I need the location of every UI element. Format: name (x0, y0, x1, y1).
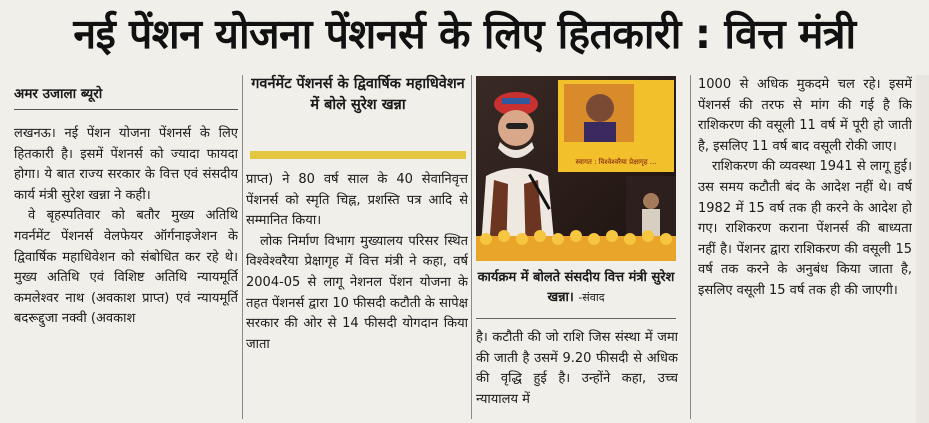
article-column-4 (698, 75, 912, 419)
caption-credit: -संवाद (578, 291, 605, 304)
column-2-paragraph-1: प्राप्त) ने 80 वर्ष साल के 40 सेवानिवृत्त पेंशनर्स को स्मृति चिह्न, प्रशस्ति पत्र आदि से सम्मानित किया। (246, 172, 468, 229)
column-divider (242, 75, 243, 419)
column-4-paragraph-2: राशिकरण की व्यवस्था 1941 से लागू हुई। उस समय कटौती बंद के आदेश नहीं थे। वर्ष 1982 में 15 वर्ष तक ही करने के आदेश हो गए। राशिकरण कराना पेंशनर्स की बाध्यता नहीं है। पेंशनर द्वारा राशिकरण की वसूली 15 वर्ष तक करने के अनुबंध किया जाता है, इसलिए वसूली 15 वर्ष तक ही की जाएगी। (698, 159, 912, 298)
column-1-paragraph-1: लखनऊ। नई पेंशन योजना पेंशनर्स के लिए हितकारी है। इसमें पेंशनर्स को ज्यादा फायदा होगा। ये बात राज्य सरकार के वित्त एवं संसदीय कार्य मंत्री सुरेश खन्ना ने कही। (14, 126, 238, 203)
article-column-1 (14, 124, 238, 419)
photo-icon (476, 76, 676, 261)
column-3-paragraph-1: है। कटौती की जो राशि जिस संस्था में जमा की जाती है उसमें 9.20 फीसदी से अधिक की वृद्धि हुई है। उन्होंने कहा, उच्च न्यायालय में (476, 330, 678, 407)
column-divider (471, 75, 472, 419)
subheadline: गवर्नमेंट पेंशनर्स के द्विवार्षिक महाधिवेशन में बोले सुरेश खन्ना (251, 76, 465, 113)
subheadline-underline (250, 151, 466, 159)
caption-divider (476, 318, 676, 319)
byline: अमर उजाला ब्यूरो (14, 86, 103, 102)
column-1-paragraph-2: वे बृहस्पतिवार को बतौर मुख्य अतिथि गवर्नमेंट पेंशनर्स वेलफेयर ऑर्गनाइजेशन के द्विवार्षिक महाधिवेशन को संबोधित कर रहे थे। मुख्य अतिथि एवं विशिष्ट अतिथि न्यायमूर्ति कमलेश्वर नाथ (अवकाश प्राप्त) एवं न्यायमूर्ति बदरूद्दुजा नक्वी (अवकाश (14, 208, 238, 327)
column-2-paragraph-2: लोक निर्माण विभाग मुख्यालय परिसर स्थित विश्वेश्वरैया प्रेक्षागृह में वित्त मंत्री ने कहा, वर्ष 2004-05 से लागू नेशनल पेंशन योजना के तहत पेंशनर्स द्वारा 10 फीसदी कटौती के सापेक्ष सरकार की ओर से 14 फीसदी योगदान किया जाता (246, 233, 468, 352)
photo-caption (476, 268, 676, 308)
column-4-paragraph-1: 1000 से अधिक मुकदमे चल रहे। इसमें पेंशनर्स की तरफ से मांग की गई है कि राशिकरण की वसूली 11 वर्ष में पूरी हो जाती है, इसलिए 11 वर्ष बाद वसूली रोकी जाए। (698, 77, 912, 154)
caption-text: कार्यक्रम में बोलते संसदीय वित्त मंत्री सुरेश खन्ना। (477, 270, 675, 305)
article-column-2 (246, 170, 468, 419)
column-divider (690, 75, 691, 419)
svg-text:स्वागत : विश्वेश्वरैया प्रेक्ष: स्वागत : विश्वेश्वरैया प्रेक्षागृह ... (575, 158, 657, 166)
headline: नई पेंशन योजना पेंशनर्स के लिए हितकारी : वित्त मंत्री (73, 10, 856, 58)
news-photo (476, 76, 676, 261)
adjacent-article-edge (916, 75, 929, 423)
article-column-3 (476, 328, 678, 419)
byline-divider (14, 109, 238, 110)
